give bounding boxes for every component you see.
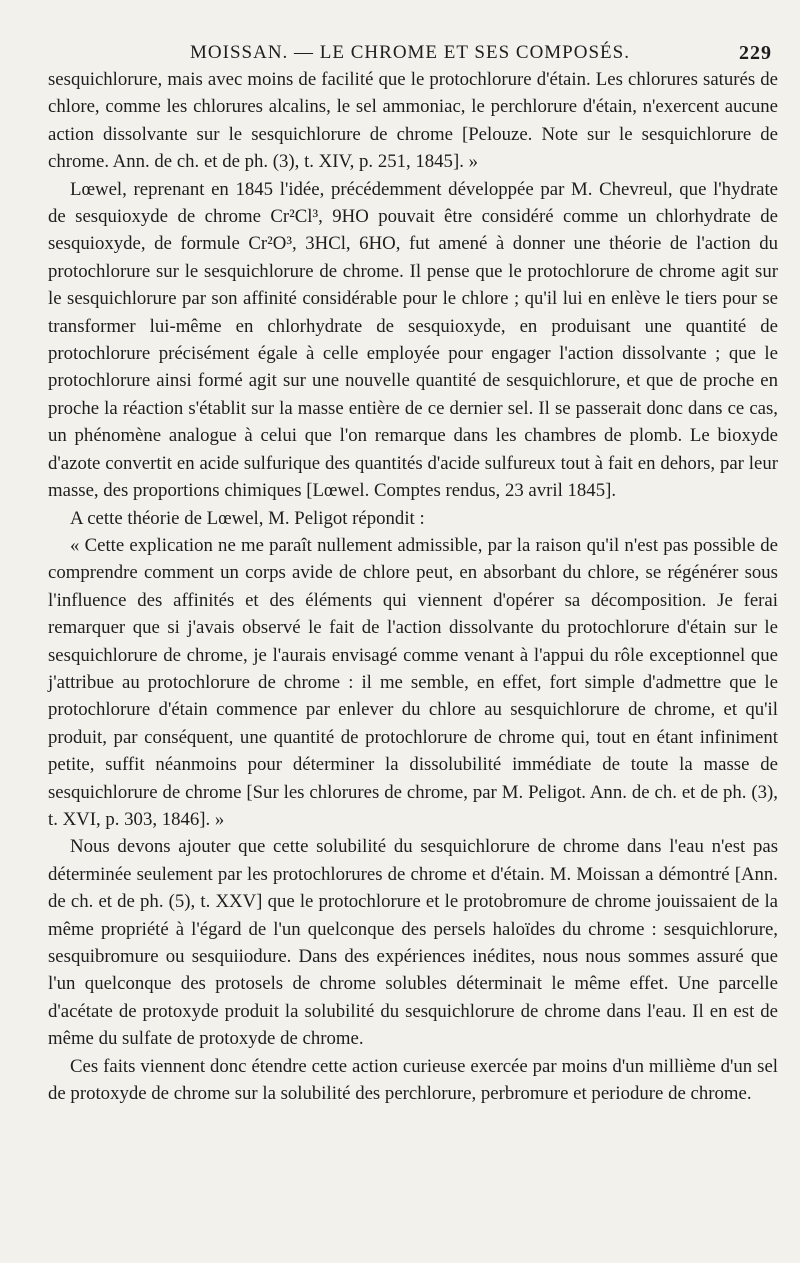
page-header [48, 36, 772, 68]
page-number: 229 [739, 42, 772, 64]
running-title: MOISSAN. — LE CHROME ET SES COMPOSÉS. [190, 42, 630, 63]
body-text [48, 66, 778, 1107]
paragraph-3: A cette théorie de Lœwel, M. Peligot répondit : [70, 507, 425, 529]
paragraph-6: Ces faits viennent donc étendre cette action curieuse exercée par moins d'un millième d'un sel de protoxyde de chrome sur la solubilité des perchlorure, perbromure et periodure de chrome. [48, 1055, 778, 1105]
paragraph-4: « Cette explication ne me paraît nullement admissible, par la raison qu'il n'est pas possible de comprendre comment un corps avide de chlore peut, en absorbant du chlore, se régénérer sous l'influence des affinités et des éléments qui viennent d'opérer sa décomposition. Je ferai remarquer que si j'avais observé le fait de l'action dissolvante du protochlorure d'étain sur le sesquichlorure de chrome, je l'aurais envisagé comme venant à l'appui du rôle exceptionnel que j'attribue au protochlorure de chrome : il me semble, en effet, fort simple d'admettre que le protochlorure d'étain commence par enlever du chlore au sesquichlorure de chrome, et qu'il produit, par conséquent, une quantité de protochlorure de chrome qui, tout en étant infiniment petite, suffit néanmoins pour déterminer la dissolubilité immédiate de toute la masse de sesquichlorure de chrome [Sur les chlorures de chrome, par M. Peligot. Ann. de ch. et de ph. (3), t. XVI, p. 303, 1846]. » [48, 534, 778, 830]
paragraph-2: Lœwel, reprenant en 1845 l'idée, précédemment développée par M. Chevreul, que l'hydrate de sesquioxyde de chrome Cr²Cl³, 9HO pouvait être considéré comme un chlorhydrate de sesquioxyde, de formule Cr²O³, 3HCl, 6HO, fut amené à donner une théorie de l'action du protochlorure sur le sesquichlorure de chrome. Il pense que le protochlorure de chrome agit sur le sesquichlorure par son affinité considérable pour le chlore ; qu'il lui en enlève le tiers pour se transformer lui-même en chlorhydrate de sesquioxyde, en produisant une quantité de protochlorure précisément égale à celle employée pour engager l'action dissolvante ; que le protochlorure ainsi formé agit sur une nouvelle quantité de sesquichlorure, et que de proche en proche la réaction s'établit sur la masse entière de ce dernier sel. Il se passerait donc dans ce cas, un phénomène analogue à celui que l'on remarque dans les chambres de plomb. Le bioxyde d'azote convertit en acide sulfurique des quantités d'acide sulfureux tout à fait en dehors, par leur masse, des proportions chimiques [Lœwel. Comptes rendus, 23 avril 1845]. [48, 178, 778, 502]
paragraph-1: sesquichlorure, mais avec moins de facilité que le protochlorure d'étain. Les chlorures saturés de chlore, comme les chlorures alcalins, le sel ammoniac, le perchlorure d'étain, n'exercent aucune action dissolvante sur le sesquichlorure de chrome [Pelouze. Note sur le sesquichlorure de chrome. Ann. de ch. et de ph. (3), t. XIV, p. 251, 1845]. » [48, 69, 778, 173]
paragraph-5: Nous devons ajouter que cette solubilité du sesquichlorure de chrome dans l'eau n'est pas déterminée seulement par les protochlorures de chrome et d'étain. M. Moissan a démontré [Ann. de ch. et de ph. (5), t. XXV] que le protochlorure et le protobromure de chrome jouissaient de la même propriété à l'égard de l'un quelconque des persels haloïdes du chrome : sesquichlorure, sesquibromure ou sesquiiodure. Dans des expériences inédites, nous nous sommes assuré que l'un quelconque des protosels de chrome solubles déterminait le même effet. Une parcelle d'acétate de protoxyde produit la solubilité du sesquichlorure de chrome dans l'eau. Il en est de même du sulfate de protoxyde de chrome. [48, 836, 778, 1050]
